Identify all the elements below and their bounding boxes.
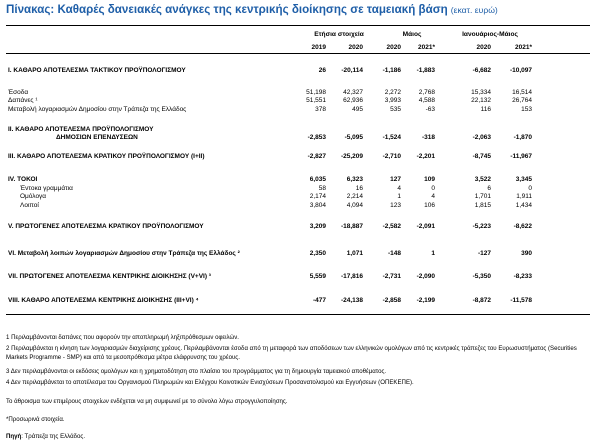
- table-cell: 58: [318, 185, 326, 192]
- table-cell: -63: [425, 106, 435, 113]
- table-cell: 4,588: [418, 97, 435, 104]
- table-cell: -477: [312, 297, 326, 304]
- row-label: Λοιποί: [20, 202, 39, 209]
- table-cell: -25,209: [340, 153, 363, 160]
- row-label: Έσοδα: [8, 89, 29, 96]
- table-cell: 116: [480, 106, 491, 113]
- row-label: Μεταβολή λογαριασμών Δημοσίου στην Τράπεζα της Ελλάδος: [8, 106, 187, 113]
- table-cell: -1,524: [382, 134, 401, 141]
- table-cell: 2,768: [418, 89, 435, 96]
- table-subtitle: (εκατ. ευρώ): [450, 5, 498, 15]
- table-cell: -127: [477, 250, 491, 257]
- table-cell: -11,578: [510, 297, 532, 304]
- year-header: 2019: [311, 44, 326, 51]
- table-cell: -2,853: [307, 134, 326, 141]
- source-line: [6, 432, 85, 441]
- year-header: 2020: [476, 44, 491, 51]
- table-cell: -8,622: [513, 223, 532, 230]
- table-cell: 1,434: [515, 202, 532, 209]
- row-label: Ομόλογα: [20, 193, 47, 200]
- table-cell: 127: [390, 176, 401, 183]
- table-cell: 2,272: [384, 89, 401, 96]
- table-cell: 495: [352, 106, 363, 113]
- table-title: Πίνακας: Καθαρές δανειακές ανάγκες της κεντρικής διοίκησης σε ταμειακή βάση (εκατ. ευρώ): [6, 3, 498, 16]
- table-cell: -18,887: [340, 223, 363, 230]
- table-cell: 4: [431, 193, 435, 200]
- footnote: 4 Δεν περιλαμβάνεται το αποτέλεσμα του Οργανισμού Πληρωμών και Ελέγχου Κοινοτικών Ενισχύσεων Προσανατολισμού και Εγγυήσεων (ΟΠΕΚΕΠΕ).: [6, 379, 414, 386]
- row-label: IV. ΤΟΚΟΙ: [8, 176, 38, 183]
- table-cell: 6: [487, 185, 491, 192]
- row-label: III. ΚΑΘΑΡΟ ΑΠΟΤΕΛΕΣΜΑ ΚΡΑΤΙΚΟΥ ΠΡΟΫΠΟΛΟΓΙΣΜΟΥ (I+II): [8, 153, 205, 160]
- footnote: *Προσωρινά στοιχεία.: [6, 416, 65, 423]
- table-cell: 16,514: [512, 89, 532, 96]
- table-cell: -2,731: [382, 273, 401, 280]
- table-cell: -2,710: [382, 153, 401, 160]
- table-cell: -2,582: [382, 223, 401, 230]
- table-cell: 22,132: [471, 97, 491, 104]
- table-cell: 16: [355, 185, 363, 192]
- table-cell: -2,827: [307, 153, 326, 160]
- table-cell: 390: [521, 250, 532, 257]
- table-cell: -8,233: [513, 273, 532, 280]
- table-cell: 2,174: [309, 193, 326, 200]
- table-cell: -5,350: [472, 273, 491, 280]
- table-cell: 26,764: [512, 97, 532, 104]
- table-cell: 15,334: [471, 89, 491, 96]
- row-label: VI. Μεταβολή λοιπών λογαριασμών Δημοσίου στην Τράπεζα της Ελλάδος ²: [8, 250, 240, 257]
- year-header: 2020: [386, 44, 401, 51]
- table-cell: 3,993: [384, 97, 401, 104]
- table-cell: 4,094: [346, 202, 363, 209]
- table-cell: 62,936: [343, 97, 363, 104]
- footnote: 3 Δεν περιλαμβάνονται οι εκδόσεις ομολόγων και η χρηματοδότηση στο πλαίσιο του προγράμματος για τη δημιουργία ταμειακού αποθέματος.: [6, 368, 387, 375]
- row-label: I. ΚΑΘΑΡΟ ΑΠΟΤΕΛΕΣΜΑ ΤΑΚΤΙΚΟΥ ΠΡΟΫΠΟΛΟΓΙΣΜΟΥ: [8, 67, 186, 74]
- table-cell: -8,745: [472, 153, 491, 160]
- table-cell: 51,198: [306, 89, 326, 96]
- table-cell: 0: [431, 185, 435, 192]
- table-cell: -5,223: [472, 223, 491, 230]
- table-cell: -20,114: [341, 67, 363, 74]
- year-header: 2021*: [515, 44, 532, 51]
- table-cell: 535: [390, 106, 401, 113]
- table-cell: -5,095: [344, 134, 363, 141]
- table-cell: -2,063: [472, 134, 491, 141]
- table-cell: 1,911: [516, 193, 532, 200]
- table-cell: -2,091: [416, 223, 435, 230]
- year-header: 2021*: [418, 44, 435, 51]
- table-cell: 0: [528, 185, 532, 192]
- table-cell: 2,350: [309, 250, 326, 257]
- row-label: VIII. ΚΑΘΑΡΟ ΑΠΟΤΕΛΕΣΜΑ ΚΕΝΤΡΙΚΗΣ ΔΙΟΙΚΗΣΗΣ (III+VI) ⁴: [8, 297, 199, 304]
- footnote: 2 Περιλαμβάνεται η κίνηση των λογαριασμών διαχείρισης χρέους. Περιλαμβάνονται έσοδα από τη μεταφορά των αποδόσεων των ελληνικών ομολόγων από τις κεντρικές τράπεζες του Ευρωσυστήματος (Securities Markets Programme - SMP) και από τα μεσοπρόθεσμα μέτρα ελάφρυνσης του χρέους.: [6, 345, 577, 361]
- table-cell: -6,682: [472, 67, 491, 74]
- table-cell: 3,345: [515, 176, 532, 183]
- top-rule: [6, 25, 590, 26]
- table-cell: 106: [424, 202, 435, 209]
- table-cell: -8,872: [472, 297, 491, 304]
- table-cell: 2,214: [346, 193, 363, 200]
- header-may: Μάιος: [402, 31, 422, 38]
- table-cell: -148: [387, 250, 401, 257]
- source-label: Πηγή: [6, 433, 22, 440]
- table-cell: 123: [390, 202, 401, 209]
- table-cell: 1,071: [346, 250, 363, 257]
- table-cell: -10,097: [509, 67, 532, 74]
- row-label: II. ΚΑΘΑΡΟ ΑΠΟΤΕΛΕΣΜΑ ΠΡΟΫΠΟΛΟΓΙΣΜΟΥ: [8, 126, 154, 133]
- row-label: VII. ΠΡΩΤΟΓΕΝΕΣ ΑΠΟΤΕΛΕΣΜΑ ΚΕΝΤΡΙΚΗΣ ΔΙΟΙΚΗΣΗΣ (V+VI) ³: [8, 273, 211, 280]
- table-cell: 51,551: [306, 97, 326, 104]
- table-cell: 3,804: [309, 202, 326, 209]
- table-cell: -2,199: [416, 297, 435, 304]
- table-cell: 5,559: [309, 273, 326, 280]
- header-jan-may: Ιανουάριος-Μάιος: [462, 31, 518, 38]
- table-cell: 378: [315, 106, 326, 113]
- row-label-continued: ΔΗΜΟΣΙΩΝ ΕΠΕΝΔΥΣΕΩΝ: [56, 134, 138, 141]
- table-cell: -17,816: [340, 273, 363, 280]
- table-cell: -11,967: [510, 153, 532, 160]
- bottom-rule: [6, 314, 590, 315]
- header-rule: [6, 53, 590, 54]
- table-cell: 3,522: [474, 176, 491, 183]
- row-label: Έντοκα γραμμάτια: [20, 185, 73, 192]
- table-cell: 1,815: [474, 202, 491, 209]
- table-cell: 4: [397, 185, 401, 192]
- table-cell: -2,201: [416, 153, 435, 160]
- table-cell: -1,186: [382, 67, 401, 74]
- table-cell: -2,090: [416, 273, 435, 280]
- footnote: 1 Περιλαμβάνονται δαπάνες που αφορούν την αποπληρωμή ληξιπρόθεσμων οφειλών.: [6, 334, 239, 341]
- header-annual: Ετήσια στοιχεία: [314, 31, 364, 38]
- footnote: Το άθροισμα των επιμέρους στοιχείων ενδέχεται να μη συμφωνεί με το σύνολο λόγω στρογγυλοποίησης.: [6, 398, 288, 405]
- table-cell: 1,701: [474, 193, 491, 200]
- table-cell: -1,883: [416, 67, 435, 74]
- table-cell: 1: [431, 250, 435, 257]
- table-cell: 1: [397, 193, 401, 200]
- table-cell: -24,138: [340, 297, 363, 304]
- table-cell: 153: [521, 106, 532, 113]
- table-cell: -318: [421, 134, 435, 141]
- table-cell: 42,327: [343, 89, 363, 96]
- table-cell: -2,858: [382, 297, 401, 304]
- table-cell: 6,323: [346, 176, 363, 183]
- year-header: 2020: [348, 44, 363, 51]
- row-label: Δαπάνες ¹: [8, 97, 38, 104]
- source-text: : Τράπεζα της Ελλάδος.: [21, 433, 86, 440]
- table-cell: 26: [318, 67, 326, 74]
- table-cell: 109: [424, 176, 435, 183]
- table-cell: -1,870: [513, 134, 532, 141]
- row-label: V. ΠΡΩΤΟΓΕΝΕΣ ΑΠΟΤΕΛΕΣΜΑ ΚΡΑΤΙΚΟΥ ΠΡΟΫΠΟΛΟΓΙΣΜΟΥ: [8, 223, 204, 230]
- table-cell: 6,035: [309, 176, 326, 183]
- table-cell: 3,209: [309, 223, 326, 230]
